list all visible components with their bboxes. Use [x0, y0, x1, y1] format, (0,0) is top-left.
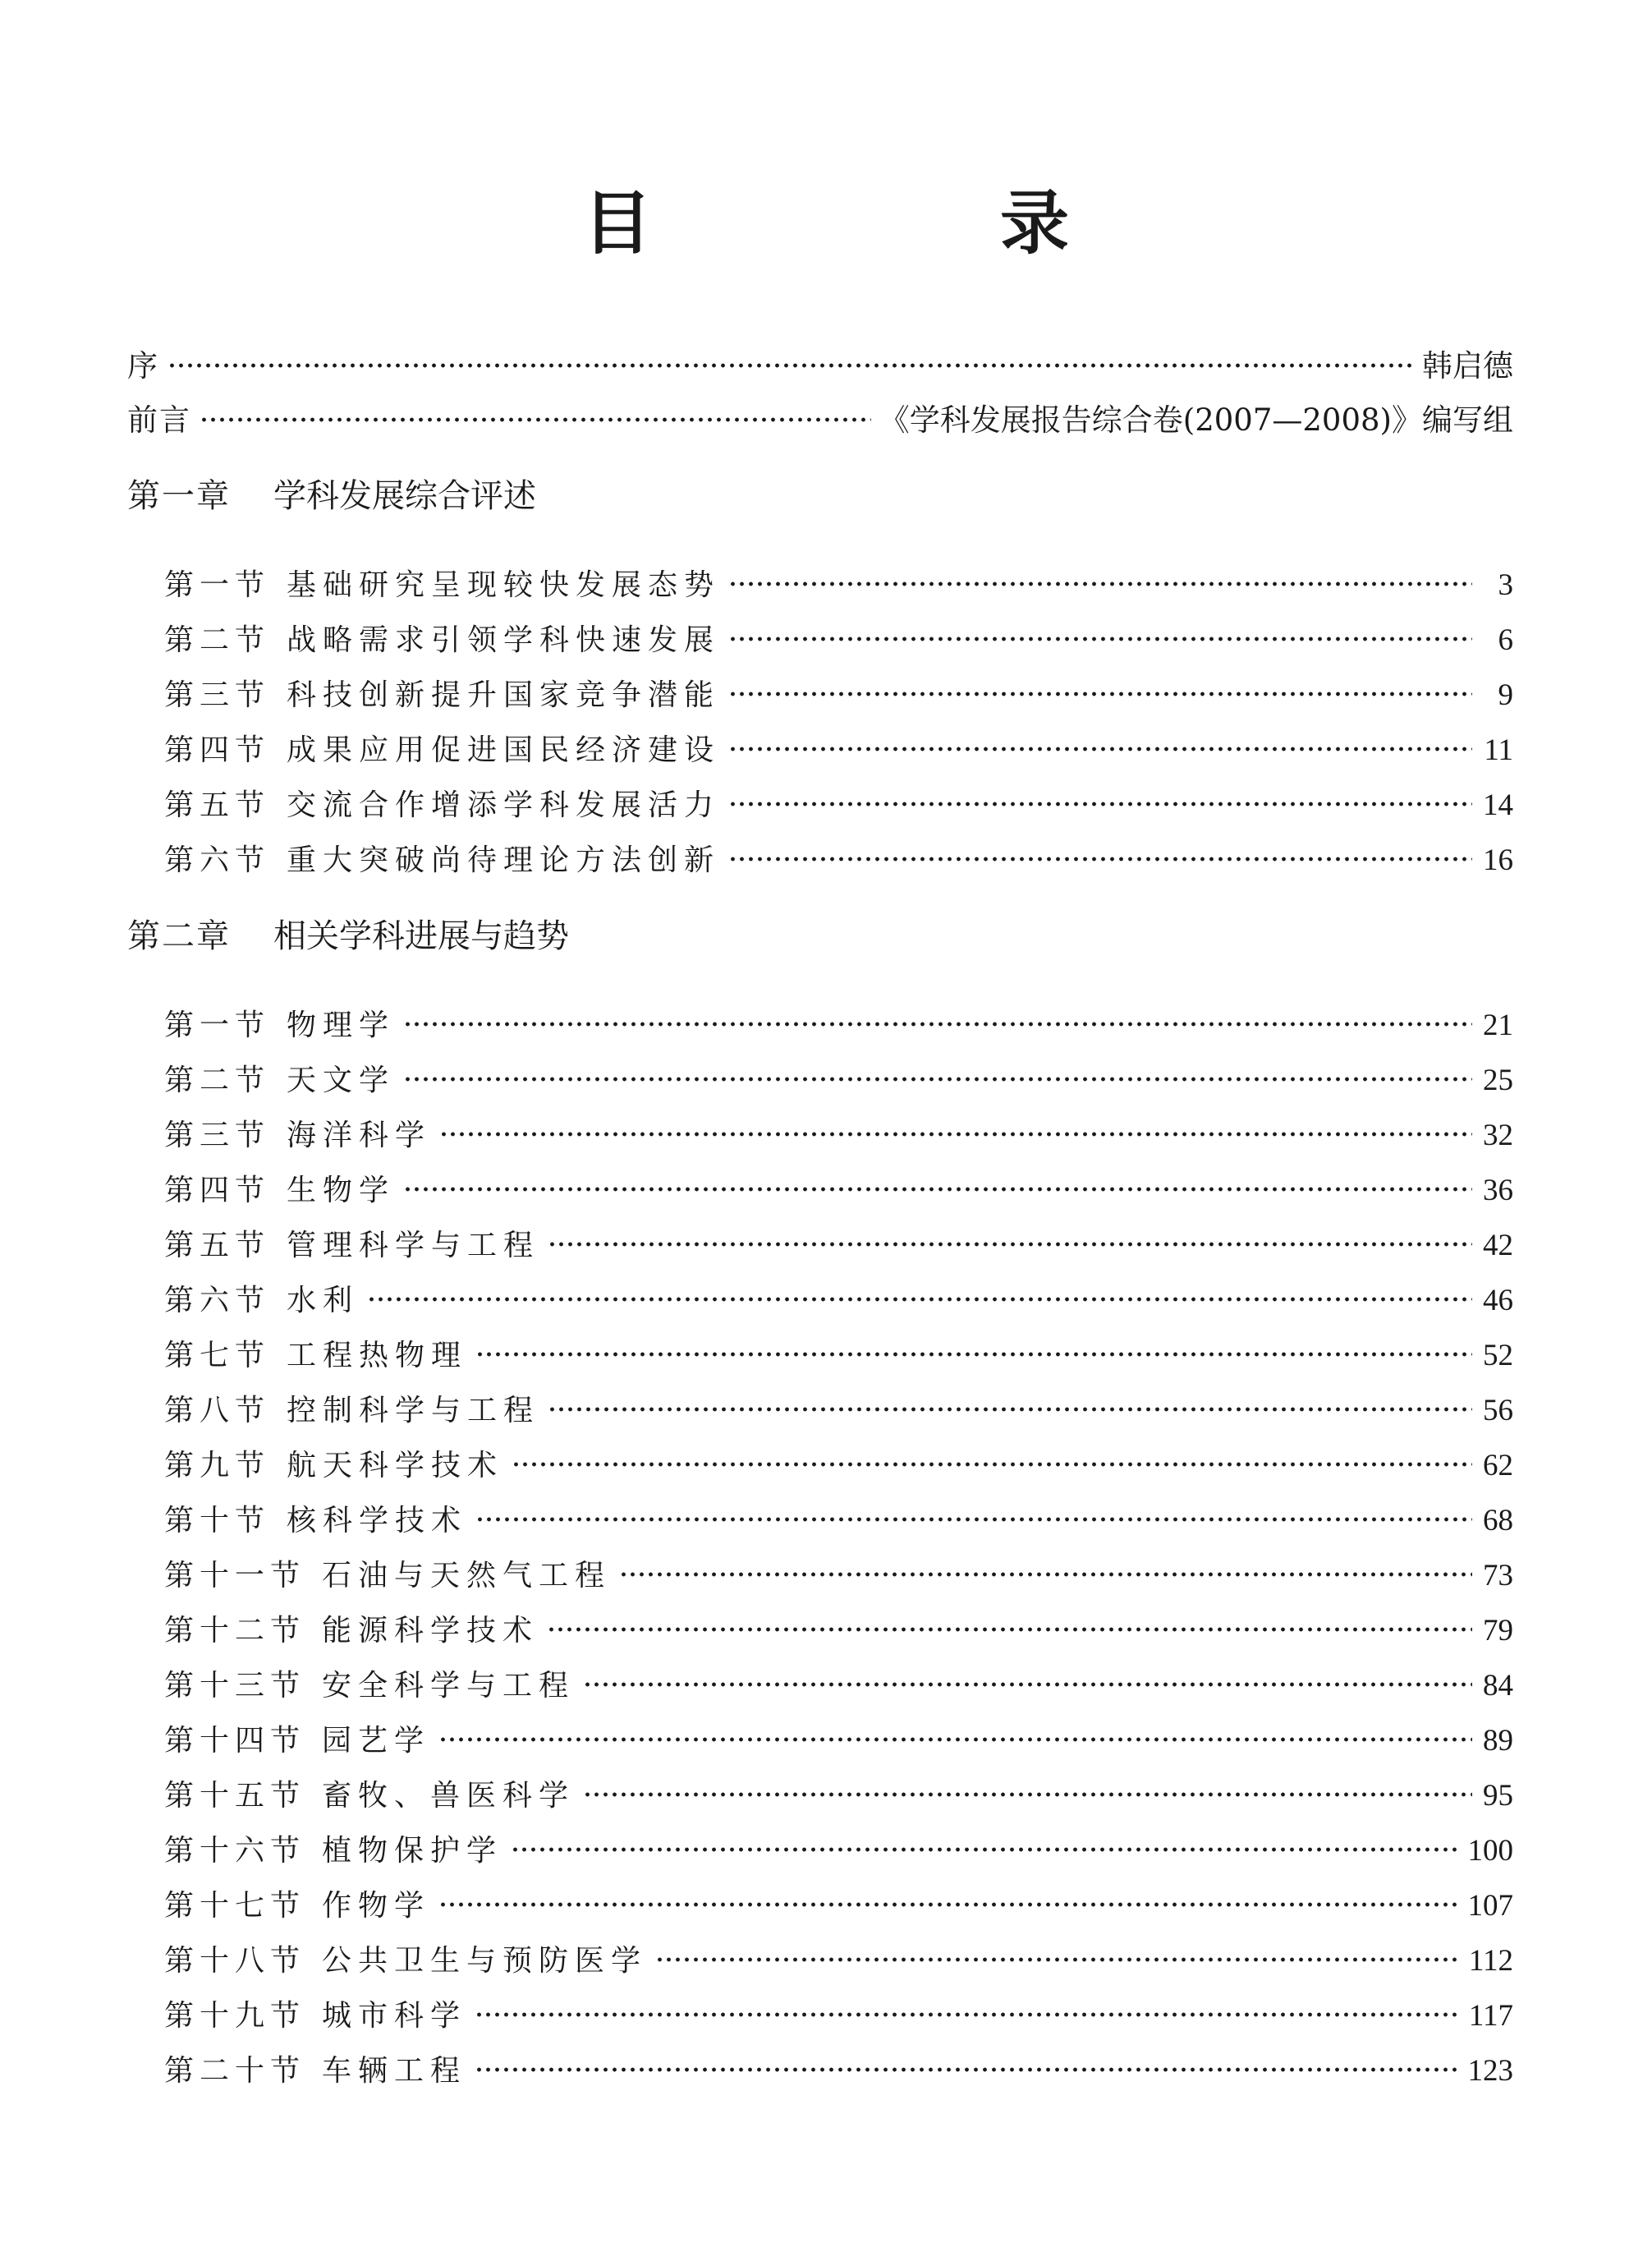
page-number: 16 — [1483, 843, 1513, 877]
section-title: 能源科学技术 — [322, 1614, 539, 1647]
dot-leader — [728, 607, 1472, 650]
toc-section-entry[interactable] — [164, 1762, 1513, 1813]
section-title: 园艺学 — [322, 1724, 431, 1758]
section-title: 公共卫生与预防医学 — [322, 1944, 648, 1978]
section-label: 第十节 — [164, 1504, 271, 1537]
toc-section-entry[interactable] — [164, 1873, 1513, 1923]
toc-section-entry[interactable] — [164, 1157, 1513, 1207]
toc-section-entry[interactable] — [164, 1818, 1513, 1868]
page-number: 73 — [1483, 1559, 1513, 1592]
page-number: 84 — [1483, 1669, 1513, 1703]
page-number: 117 — [1468, 1999, 1513, 2033]
section-title: 车辆工程 — [322, 2054, 467, 2088]
toc-section-entry[interactable] — [164, 1322, 1513, 1372]
dot-leader — [728, 827, 1472, 870]
dot-leader — [438, 1707, 1472, 1750]
section-title: 石油与天然气工程 — [322, 1559, 612, 1592]
page-number: 52 — [1483, 1339, 1513, 1372]
page-number: 100 — [1467, 1834, 1513, 1868]
toc-entry-preface[interactable] — [127, 333, 1513, 384]
page-number: 56 — [1483, 1394, 1513, 1427]
page-number: 14 — [1483, 788, 1513, 822]
toc-section-entry[interactable] — [164, 1047, 1513, 1097]
dot-leader — [475, 1983, 1461, 2025]
section-title: 战略需求引领学科快速发展 — [287, 623, 721, 657]
section-label: 第十三节 — [164, 1669, 306, 1703]
page-number: 32 — [1483, 1119, 1513, 1152]
toc-section-entry[interactable] — [164, 717, 1513, 767]
dot-leader — [728, 772, 1472, 815]
section-title: 核科学技术 — [287, 1504, 468, 1537]
section-title: 基础研究呈现较快发展态势 — [287, 568, 721, 602]
section-label: 第二节 — [164, 1064, 271, 1097]
toc-section-entry[interactable] — [164, 552, 1513, 602]
section-title: 海洋科学 — [287, 1119, 432, 1152]
dot-leader — [655, 1928, 1461, 1970]
toc-entry-label: 前言 — [127, 402, 191, 438]
section-label: 第四节 — [164, 733, 271, 767]
section-title: 水利 — [287, 1284, 360, 1317]
dot-leader — [475, 1487, 1472, 1530]
toc-section-entry[interactable] — [164, 1542, 1513, 1592]
section-label: 第十二节 — [164, 1614, 306, 1647]
section-title: 物理学 — [287, 1009, 396, 1042]
dot-leader — [728, 662, 1472, 705]
toc-section-entry[interactable] — [164, 1652, 1513, 1703]
toc-section-entry[interactable] — [164, 827, 1513, 877]
dot-leader — [403, 1157, 1472, 1200]
dot-leader — [728, 552, 1472, 595]
page-number: 9 — [1498, 678, 1513, 712]
toc-section-entry[interactable] — [164, 1707, 1513, 1758]
dot-leader — [403, 1047, 1472, 1090]
section-label: 第三节 — [164, 1119, 271, 1152]
page-number: 42 — [1483, 1229, 1513, 1262]
section-label: 第二十节 — [164, 2054, 306, 2088]
section-title: 植物保护学 — [322, 1834, 503, 1868]
toc-section-entry[interactable] — [164, 1928, 1513, 1978]
page-number: 89 — [1483, 1724, 1513, 1758]
section-title: 安全科学与工程 — [322, 1669, 576, 1703]
section-label: 第五节 — [164, 1229, 271, 1262]
page-number: 21 — [1483, 1009, 1513, 1042]
dot-leader — [367, 1267, 1472, 1310]
section-title: 航天科学技术 — [287, 1449, 504, 1482]
dot-leader — [548, 1212, 1472, 1255]
page-number: 79 — [1483, 1614, 1513, 1647]
section-label: 第十六节 — [164, 1834, 306, 1868]
page-number: 123 — [1467, 2054, 1513, 2088]
dot-leader — [438, 1873, 1459, 1915]
page-number: 68 — [1483, 1504, 1513, 1537]
page-number: 95 — [1483, 1779, 1513, 1813]
toc-section-entry[interactable] — [164, 1267, 1513, 1317]
section-label: 第八节 — [164, 1394, 271, 1427]
dot-leader — [728, 717, 1472, 760]
chapter-title: 相关学科进展与趋势 — [273, 917, 569, 955]
toc-section-entry[interactable] — [164, 992, 1513, 1042]
section-label: 第十一节 — [164, 1559, 306, 1592]
page-number: 6 — [1498, 623, 1513, 657]
section-label: 第十七节 — [164, 1889, 306, 1923]
toc-section-entry[interactable] — [164, 1212, 1513, 1262]
section-label: 第七节 — [164, 1339, 271, 1372]
page-number: 3 — [1498, 568, 1513, 602]
toc-section-entry[interactable] — [164, 1432, 1513, 1482]
page-number: 62 — [1483, 1449, 1513, 1482]
section-title: 工程热物理 — [287, 1339, 468, 1372]
dot-leader — [583, 1652, 1472, 1695]
page-number: 25 — [1483, 1064, 1513, 1097]
chapter-heading-1[interactable] — [127, 470, 536, 517]
dot-leader — [475, 2038, 1459, 2080]
dot-leader — [200, 388, 871, 430]
dot-leader — [548, 1377, 1472, 1420]
page-number: 36 — [1483, 1174, 1513, 1207]
section-title: 天文学 — [287, 1064, 396, 1097]
page-title: 目 录 — [582, 182, 1209, 264]
chapter-label: 第一章 — [127, 477, 231, 515]
dot-leader — [583, 1762, 1472, 1805]
toc-entry-foreword[interactable] — [127, 388, 1513, 438]
toc-section-entry[interactable] — [164, 607, 1513, 657]
chapter-heading-2[interactable] — [127, 910, 569, 957]
dot-leader — [475, 1322, 1472, 1365]
section-label: 第十五节 — [164, 1779, 306, 1813]
section-label: 第五节 — [164, 788, 271, 822]
section-title: 城市科学 — [322, 1999, 467, 2033]
toc-section-entry[interactable] — [164, 662, 1513, 712]
section-label: 第六节 — [164, 1284, 271, 1317]
section-title: 管理科学与工程 — [287, 1229, 540, 1262]
section-label: 第十八节 — [164, 1944, 306, 1978]
dot-leader — [511, 1818, 1459, 1860]
dot-leader — [512, 1432, 1472, 1475]
dot-leader — [619, 1542, 1472, 1585]
toc-section-entry[interactable] — [164, 772, 1513, 822]
dot-leader — [167, 333, 1414, 376]
dot-leader — [403, 992, 1472, 1035]
toc-entry-author: 《学科发展报告综合卷(2007—2008)》编写组 — [879, 402, 1513, 438]
section-label: 第十四节 — [164, 1724, 306, 1758]
toc-entry-label: 序 — [127, 348, 159, 384]
page-number: 107 — [1467, 1889, 1513, 1923]
toc-section-entry[interactable] — [164, 1377, 1513, 1427]
section-title: 交流合作增添学科发展活力 — [287, 788, 721, 822]
section-label: 第六节 — [164, 843, 271, 877]
section-title: 重大突破尚待理论方法创新 — [287, 843, 721, 877]
toc-section-entry[interactable] — [164, 2038, 1513, 2088]
section-label: 第四节 — [164, 1174, 271, 1207]
section-title: 控制科学与工程 — [287, 1394, 540, 1427]
section-label: 第十九节 — [164, 1999, 306, 2033]
dot-leader — [439, 1102, 1472, 1145]
section-title: 生物学 — [287, 1174, 396, 1207]
section-title: 成果应用促进国民经济建设 — [287, 733, 721, 767]
section-label: 第二节 — [164, 623, 271, 657]
section-label: 第三节 — [164, 678, 271, 712]
page-number: 112 — [1468, 1944, 1513, 1978]
section-title: 作物学 — [322, 1889, 431, 1923]
chapter-label: 第二章 — [127, 917, 231, 955]
dot-leader — [547, 1597, 1472, 1640]
page-number: 11 — [1484, 733, 1513, 767]
section-title: 畜牧、兽医科学 — [322, 1779, 576, 1813]
section-title: 科技创新提升国家竞争潜能 — [287, 678, 721, 712]
toc-section-entry[interactable] — [164, 1102, 1513, 1152]
toc-section-entry[interactable] — [164, 1983, 1513, 2033]
chapter-title: 学科发展综合评述 — [273, 477, 536, 515]
toc-section-entry[interactable] — [164, 1487, 1513, 1537]
toc-entry-author: 韩启德 — [1422, 348, 1513, 384]
section-label: 第一节 — [164, 1009, 271, 1042]
page-number: 46 — [1483, 1284, 1513, 1317]
section-label: 第九节 — [164, 1449, 271, 1482]
section-label: 第一节 — [164, 568, 271, 602]
toc-section-entry[interactable] — [164, 1597, 1513, 1647]
